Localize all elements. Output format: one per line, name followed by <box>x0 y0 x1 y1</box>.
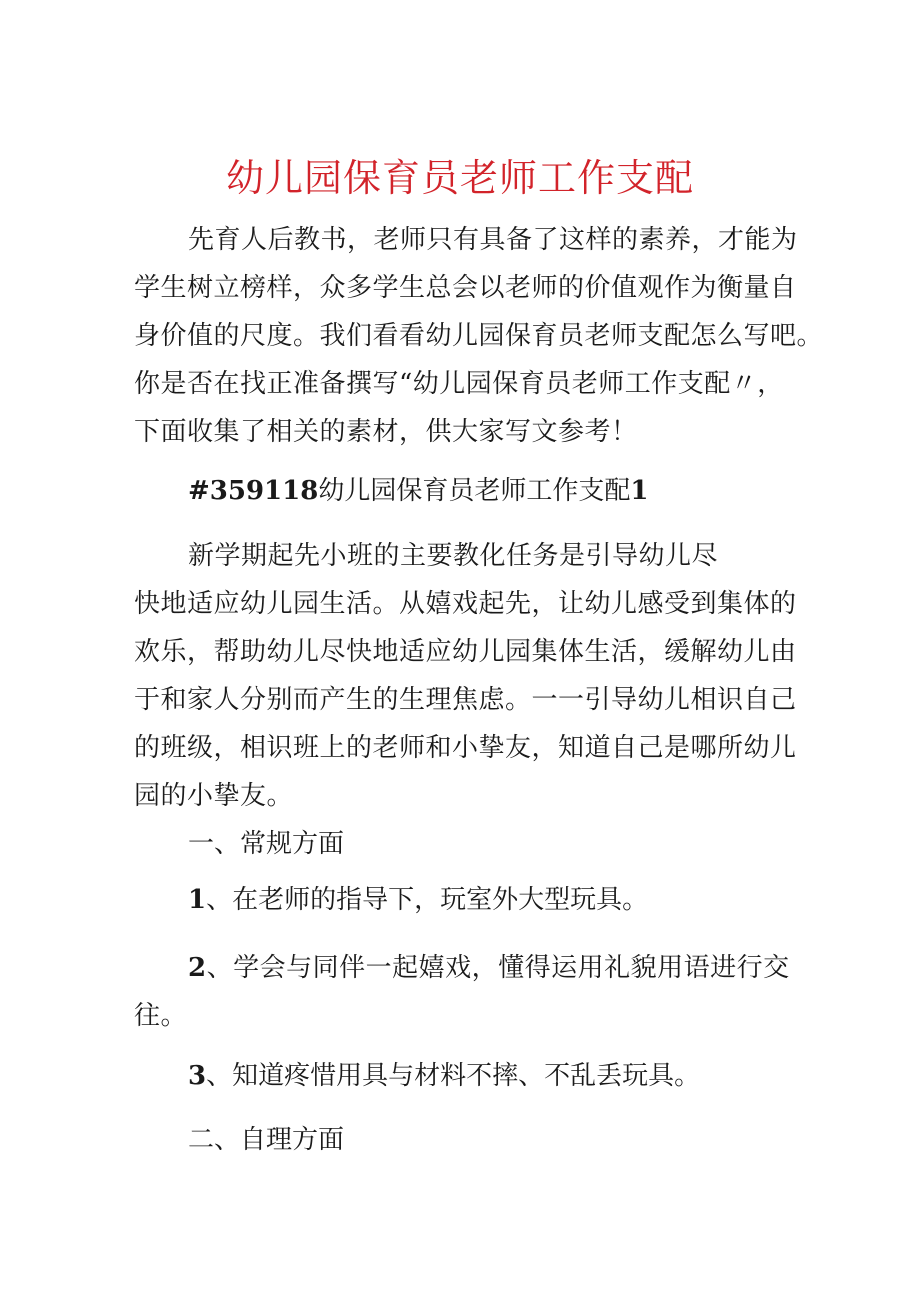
heading-selfcare: 二、自理方面 <box>188 1125 345 1155</box>
section-heading-number: #359118 <box>188 476 319 506</box>
body-line: 快地适应幼儿园生活。从嬉戏起先，让幼儿感受到集体的 <box>134 589 797 619</box>
list-item-number: 1 <box>188 885 207 915</box>
intro-line: 你是否在找正准备撰写“幼儿园保育员老师工作支配〃， <box>134 369 784 399</box>
body-line: 园的小挚友。 <box>134 781 294 811</box>
document-title: 幼儿园保育员老师工作支配 <box>225 156 694 200</box>
list-item-text: 、学会与同伴一起嬉戏，懂得运用礼貌用语进行交 <box>206 953 790 983</box>
section-heading-text: 幼儿园保育员老师工作支配 <box>318 476 631 506</box>
intro-line: 学生树立榜样，众多学生总会以老师的价值观作为衡量自 <box>134 273 797 303</box>
list-item-2 <box>134 944 814 1040</box>
list-item-number: 2 <box>188 953 207 983</box>
list-item-text: 、知道疼惜用具与材料不摔、不乱丢玩具。 <box>206 1061 701 1091</box>
list-item-line <box>134 944 814 992</box>
intro-line: 下面收集了相关的素材，供大家写文参考！ <box>134 417 638 447</box>
body-line: 新学期起先小班的主要教化任务是引导幼儿尽 <box>188 541 719 571</box>
body-line: 的班级，相识班上的老师和小挚友，知道自己是哪所幼儿 <box>134 733 797 763</box>
body-line: 欢乐，帮助幼儿尽快地适应幼儿园集体生活，缓解幼儿由 <box>134 637 797 667</box>
body-line: 于和家人分别而产生的生理焦虑。一一引导幼儿相识自己 <box>134 685 797 715</box>
section-heading <box>188 467 648 515</box>
list-item-1 <box>188 876 648 924</box>
intro-line: 先育人后教书，老师只有具备了这样的素养，才能为 <box>188 225 798 255</box>
intro-paragraph <box>134 216 824 456</box>
list-item-text: 、在老师的指导下，玩室外大型玩具。 <box>206 885 649 915</box>
list-item-number: 3 <box>188 1061 207 1091</box>
list-item-3 <box>188 1052 700 1100</box>
body-paragraph <box>134 532 814 820</box>
section-heading-index: 1 <box>630 476 649 506</box>
list-item-line: 往。 <box>134 1001 188 1031</box>
intro-line: 身价值的尺度。我们看看幼儿园保育员老师支配怎么写吧。 <box>134 321 824 351</box>
heading-routine: 一、常规方面 <box>188 829 345 859</box>
